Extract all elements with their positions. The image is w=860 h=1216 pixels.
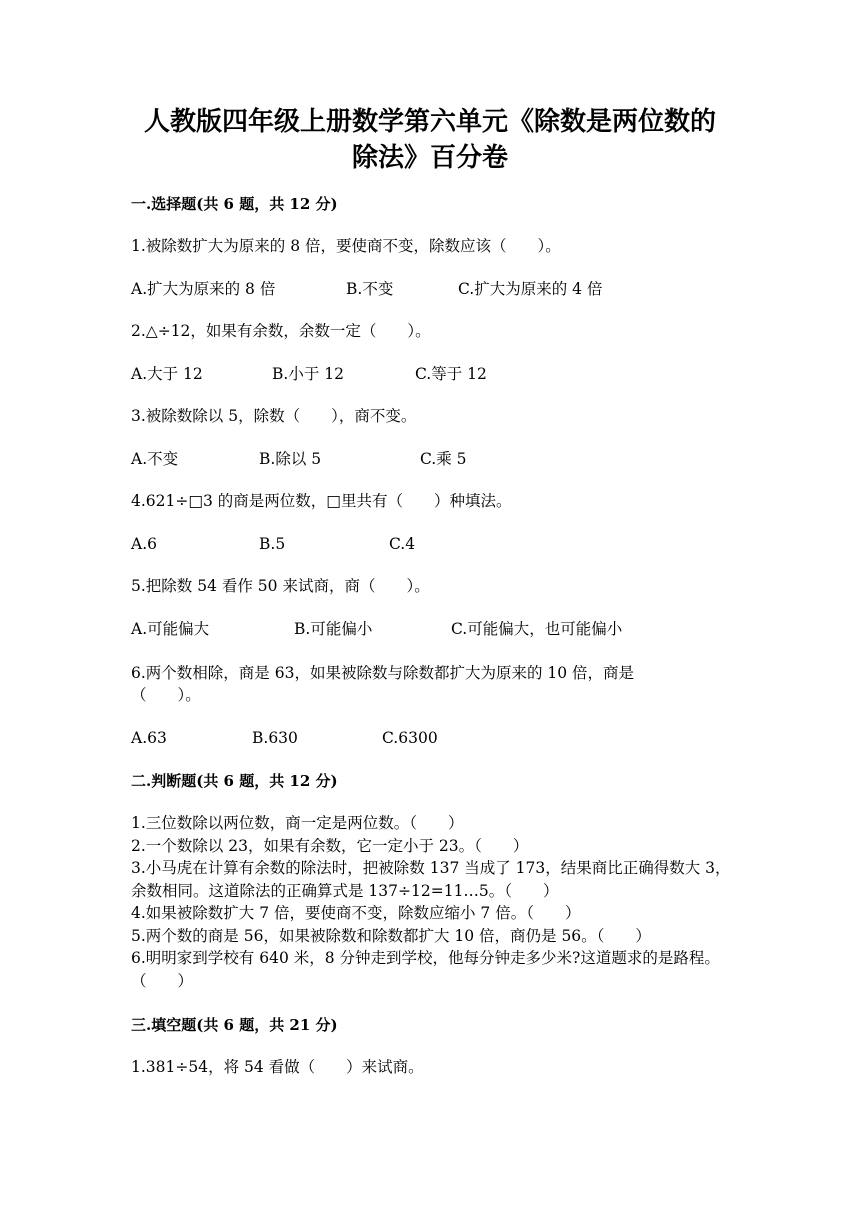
question-text: 5.把除数 54 看作 50 来试商，商（ ）。 — [131, 577, 430, 595]
list-item: 3.小马虎在计算有余数的除法时，把被除数 137 当成了 173，结果商比正确得数大 3，余数相同。这道除法的正确算式是 137÷12=11…5。（ ） — [131, 859, 731, 900]
list-item: 6.明明家到学校有 640 米，8 分钟走到学校，他每分钟走多少米?这道题求的是路程。（ ） — [131, 949, 720, 990]
option-a: A.扩大为原来的 8 倍 — [131, 280, 276, 298]
title-line-1: 人教版四年级上册数学第六单元《除数是两位数的 — [143, 107, 716, 137]
section-heading-choice: 一.选择题(共 6 题，共 12 分) — [131, 195, 338, 213]
option-c: C.可能偏大，也可能偏小 — [451, 620, 623, 638]
section-heading-fill-blank: 三.填空题(共 6 题，共 21 分) — [131, 1016, 338, 1034]
list-item: 4.如果被除数扩大 7 倍，要使商不变，除数应缩小 7 倍。（ ） — [131, 904, 581, 922]
option-b: B.小于 12 — [272, 365, 344, 383]
question-text: 1.381÷54，将 54 看做（ ）来试商。 — [131, 1058, 424, 1076]
option-b: B.除以 5 — [259, 450, 322, 468]
option-c: C.等于 12 — [415, 365, 487, 383]
question-text: 6.两个数相除，商是 63，如果被除数与除数都扩大为原来的 10 倍，商是（ ）。 — [131, 664, 635, 704]
option-a: A.63 — [131, 729, 167, 747]
option-c: C.扩大为原来的 4 倍 — [458, 280, 603, 298]
question-text: 1.被除数扩大为原来的 8 倍，要使商不变，除数应该（ ）。 — [131, 237, 561, 255]
option-b: B.可能偏小 — [294, 620, 373, 638]
option-b: B.5 — [259, 535, 286, 553]
option-a: A.不变 — [131, 450, 179, 468]
section-heading-true-false: 二.判断题(共 6 题，共 12 分) — [131, 772, 338, 790]
option-a: A.可能偏大 — [131, 620, 210, 638]
option-b: B.630 — [252, 729, 298, 747]
option-a: A.6 — [131, 535, 157, 553]
option-c: C.4 — [389, 535, 416, 553]
question-text: 3.被除数除以 5，除数（ ），商不变。 — [131, 407, 417, 425]
list-item: 1.三位数除以两位数，商一定是两位数。（ ） — [131, 814, 464, 832]
option-a: A.大于 12 — [131, 365, 203, 383]
question-text: 2.△÷12，如果有余数，余数一定（ ）。 — [131, 322, 431, 340]
page-title — [60, 104, 800, 176]
option-b: B.不变 — [346, 280, 394, 298]
list-item: 2.一个数除以 23，如果有余数，它一定小于 23。（ ） — [131, 836, 529, 855]
option-c: C.6300 — [382, 729, 438, 747]
question-text: 4.621÷□3 的商是两位数，□里共有（ ）种填法。 — [131, 492, 512, 510]
title-line-2: 除法》百分卷 — [351, 143, 508, 173]
true-false-list — [131, 812, 731, 992]
option-c: C.乘 5 — [420, 450, 467, 468]
list-item: 5.两个数的商是 56，如果被除数和除数都扩大 10 倍，商仍是 56。（ ） — [131, 926, 651, 945]
